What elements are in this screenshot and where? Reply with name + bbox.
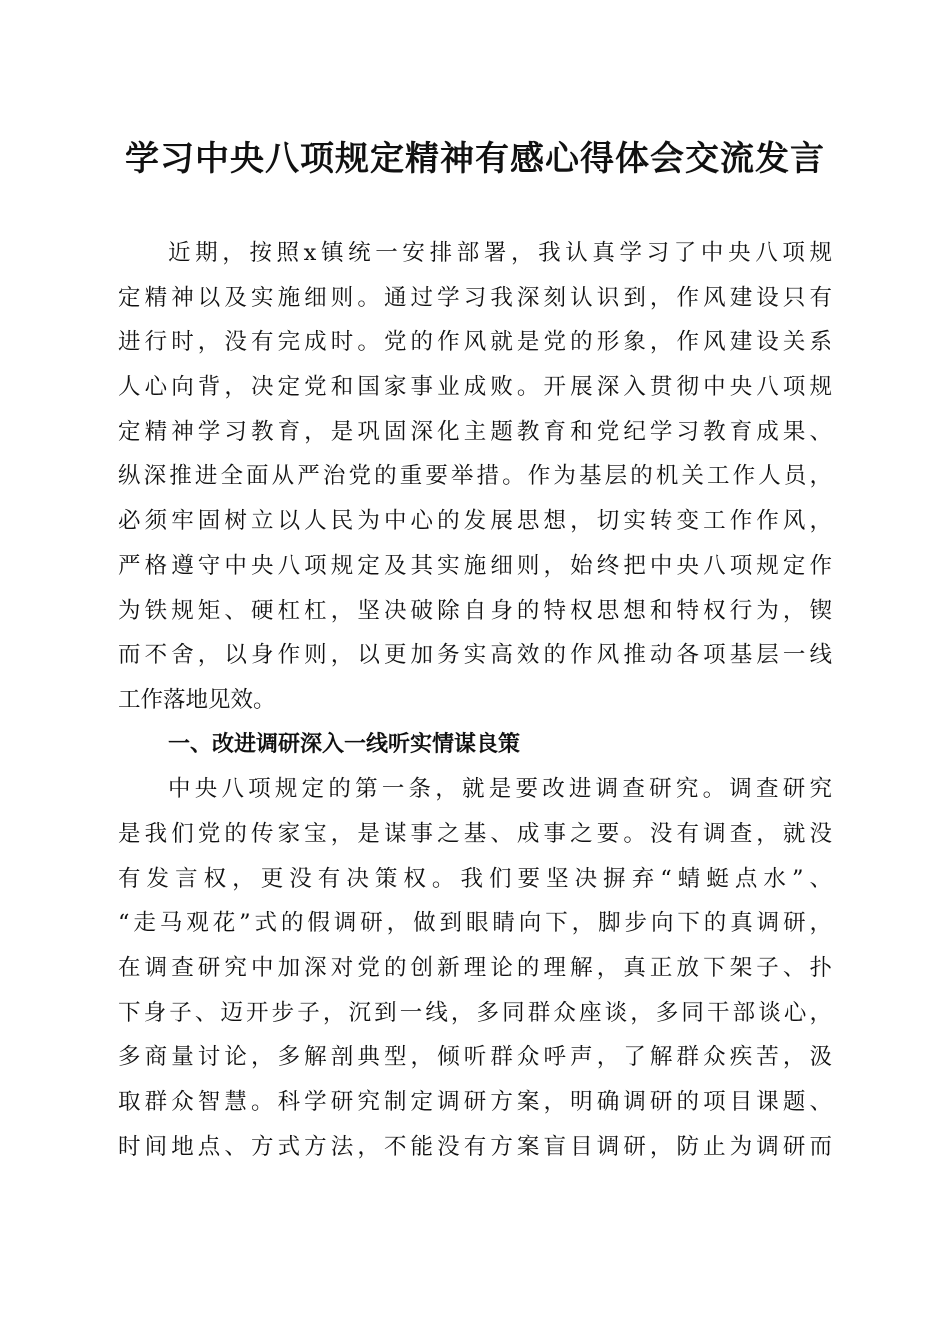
paragraph-line: 必须牢固树立以人民为中心的发展思想，切实转变工作作风， <box>118 508 832 535</box>
paragraph-line: “走马观花”式的假调研，做到眼睛向下，脚步向下的真调研， <box>118 910 832 937</box>
paragraph-line: 而不舍，以身作则，以更加务实高效的作风推动各项基层一线 <box>118 642 832 669</box>
paragraph-line: 多商量讨论，多解剖典型，倾听群众呼声，了解群众疾苦，汲 <box>118 1044 832 1071</box>
document-title: 学习中央八项规定精神有感心得体会交流发言 <box>125 139 825 179</box>
paragraph-line: 是我们党的传家宝，是谋事之基、成事之要。没有调查，就没 <box>118 820 832 847</box>
paragraph-line: 取群众智慧。科学研究制定调研方案，明确调研的项目课题、 <box>118 1089 832 1116</box>
paragraph-line: 纵深推进全面从严治党的重要举措。作为基层的机关工作人员， <box>118 463 832 490</box>
paragraph-line: 人心向背，决定党和国家事业成败。开展深入贯彻中央八项规 <box>118 374 832 401</box>
paragraph-line: 严格遵守中央八项规定及其实施细则，始终把中央八项规定作 <box>118 552 832 579</box>
paragraph-line: 近期，按照x镇统一安排部署，我认真学习了中央八项规 <box>168 240 832 266</box>
paragraph-line: 中央八项规定的第一条，就是要改进调查研究。调查研究 <box>168 776 832 803</box>
paragraph-line: 时间地点、方式方法，不能没有方案盲目调研，防止为调研而 <box>118 1133 832 1160</box>
document-body <box>118 231 832 1169</box>
paragraph-line: 进行时，没有完成时。党的作风就是党的形象，作风建设关系 <box>118 329 832 356</box>
paragraph-line: 为铁规矩、硬杠杠，坚决破除自身的特权思想和特权行为，锲 <box>118 597 832 624</box>
paragraph-line: 定精神以及实施细则。通过学习我深刻认识到，作风建设只有 <box>118 284 832 311</box>
paragraph-line: 定精神学习教育，是巩固深化主题教育和党纪学习教育成果、 <box>118 418 832 445</box>
paragraph-line: 在调查研究中加深对党的创新理论的理解，真正放下架子、扑 <box>118 955 832 981</box>
paragraph-line: 下身子、迈开步子，沉到一线，多同群众座谈，多同干部谈心， <box>118 999 832 1026</box>
paragraph-line: 工作落地见效。 <box>118 686 276 713</box>
section-heading: 一、改进调研深入一线听实情谋良策 <box>168 731 521 757</box>
paragraph-line: 有发言权，更没有决策权。我们要坚决摒弃“蜻蜓点水”、 <box>118 865 832 892</box>
